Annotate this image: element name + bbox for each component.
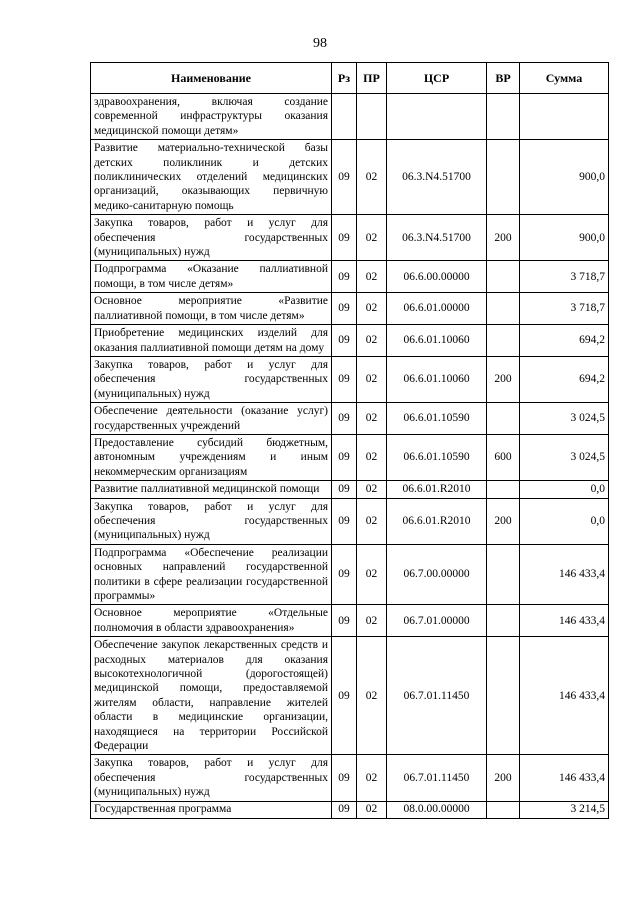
table-header-row bbox=[91, 63, 609, 94]
cell-csr bbox=[387, 94, 487, 140]
cell-pr: 02 bbox=[357, 801, 387, 818]
cell-vr: 200 bbox=[487, 755, 520, 801]
cell-csr: 06.7.00.00000 bbox=[387, 544, 487, 605]
table-row bbox=[91, 325, 609, 357]
cell-rz: 09 bbox=[332, 403, 357, 435]
cell-csr: 06.3.N4.51700 bbox=[387, 140, 487, 215]
cell-pr: 02 bbox=[357, 605, 387, 637]
cell-sum: 146 433,4 bbox=[520, 755, 609, 801]
cell-sum: 3 718,7 bbox=[520, 261, 609, 293]
page-number: 98 bbox=[313, 36, 327, 51]
header-name: Наименование bbox=[91, 63, 332, 94]
cell-sum: 3 214,5 bbox=[520, 801, 609, 818]
table-row bbox=[91, 215, 609, 261]
header-rz: Рз bbox=[332, 63, 357, 94]
cell-sum: 900,0 bbox=[520, 215, 609, 261]
table-row bbox=[91, 755, 609, 801]
cell-vr bbox=[487, 261, 520, 293]
header-sum: Сумма bbox=[520, 63, 609, 94]
cell-rz: 09 bbox=[332, 140, 357, 215]
cell-pr: 02 bbox=[357, 325, 387, 357]
cell-csr: 06.6.00.00000 bbox=[387, 261, 487, 293]
cell-sum: 3 024,5 bbox=[520, 434, 609, 480]
cell-csr: 06.6.01.10060 bbox=[387, 356, 487, 402]
table-row bbox=[91, 140, 609, 215]
cell-name: Закупка товаров, работ и услуг для обеспечения государственных (муниципальных) нужд bbox=[91, 498, 332, 544]
cell-vr bbox=[487, 605, 520, 637]
budget-table bbox=[90, 62, 609, 819]
cell-rz: 09 bbox=[332, 293, 357, 325]
cell-sum: 3 718,7 bbox=[520, 293, 609, 325]
cell-rz bbox=[332, 94, 357, 140]
cell-pr: 02 bbox=[357, 755, 387, 801]
cell-name: Предоставление субсидий бюджетным, автономным учреждениям и иным некоммерческим организациям bbox=[91, 434, 332, 480]
table-row bbox=[91, 403, 609, 435]
cell-sum: 694,2 bbox=[520, 325, 609, 357]
cell-rz: 09 bbox=[332, 637, 357, 755]
cell-rz: 09 bbox=[332, 434, 357, 480]
cell-rz: 09 bbox=[332, 481, 357, 498]
table-row bbox=[91, 356, 609, 402]
cell-vr bbox=[487, 637, 520, 755]
cell-name: Обеспечение деятельности (оказание услуг) государственных учреждений bbox=[91, 403, 332, 435]
table-row bbox=[91, 434, 609, 480]
cell-vr bbox=[487, 544, 520, 605]
cell-sum: 0,0 bbox=[520, 498, 609, 544]
cell-vr bbox=[487, 140, 520, 215]
cell-pr: 02 bbox=[357, 481, 387, 498]
cell-pr: 02 bbox=[357, 544, 387, 605]
cell-csr: 06.6.01.10060 bbox=[387, 325, 487, 357]
cell-sum: 146 433,4 bbox=[520, 544, 609, 605]
cell-vr bbox=[487, 94, 520, 140]
cell-vr bbox=[487, 325, 520, 357]
cell-name: Подпрограмма «Обеспечение реализации основных направлений государственной политики в сфере реализации государственной программы» bbox=[91, 544, 332, 605]
cell-csr: 06.6.01.R2010 bbox=[387, 481, 487, 498]
cell-rz: 09 bbox=[332, 261, 357, 293]
cell-csr: 08.0.00.00000 bbox=[387, 801, 487, 818]
cell-vr: 200 bbox=[487, 356, 520, 402]
table-row bbox=[91, 801, 609, 818]
cell-vr bbox=[487, 801, 520, 818]
table-row bbox=[91, 637, 609, 755]
cell-vr bbox=[487, 403, 520, 435]
cell-pr: 02 bbox=[357, 293, 387, 325]
cell-name: Закупка товаров, работ и услуг для обеспечения государственных (муниципальных) нужд bbox=[91, 356, 332, 402]
cell-csr: 06.6.01.10590 bbox=[387, 403, 487, 435]
table-row bbox=[91, 544, 609, 605]
cell-name: Обеспечение закупок лекарственных средств и расходных материалов для оказания высокотехнологичной (дорогостоящей) медицинской помощи, предоставляемой жителям области, направление жителей области в медицинские организации, находящиеся на территории Российской Федерации bbox=[91, 637, 332, 755]
cell-name: Закупка товаров, работ и услуг для обеспечения государственных (муниципальных) нужд bbox=[91, 755, 332, 801]
cell-pr: 02 bbox=[357, 261, 387, 293]
cell-name: Основное мероприятие «Отдельные полномочия в области здравоохранения» bbox=[91, 605, 332, 637]
table-row bbox=[91, 94, 609, 140]
cell-rz: 09 bbox=[332, 605, 357, 637]
cell-vr bbox=[487, 293, 520, 325]
cell-csr: 06.7.01.11450 bbox=[387, 637, 487, 755]
cell-name: Государственная программа bbox=[91, 801, 332, 818]
cell-name: Развитие паллиативной медицинской помощи bbox=[91, 481, 332, 498]
cell-rz: 09 bbox=[332, 498, 357, 544]
cell-csr: 06.6.01.10590 bbox=[387, 434, 487, 480]
cell-csr: 06.7.01.11450 bbox=[387, 755, 487, 801]
header-pr: ПР bbox=[357, 63, 387, 94]
cell-csr: 06.3.N4.51700 bbox=[387, 215, 487, 261]
cell-vr: 200 bbox=[487, 215, 520, 261]
cell-name: Подпрограмма «Оказание паллиативной помощи, в том числе детям» bbox=[91, 261, 332, 293]
cell-vr: 200 bbox=[487, 498, 520, 544]
cell-sum: 3 024,5 bbox=[520, 403, 609, 435]
table-row bbox=[91, 605, 609, 637]
cell-sum: 694,2 bbox=[520, 356, 609, 402]
cell-rz: 09 bbox=[332, 356, 357, 402]
table-row bbox=[91, 498, 609, 544]
cell-pr: 02 bbox=[357, 403, 387, 435]
cell-pr: 02 bbox=[357, 498, 387, 544]
cell-sum bbox=[520, 94, 609, 140]
cell-rz: 09 bbox=[332, 755, 357, 801]
cell-name: здравоохранения, включая создание современной инфраструктуры оказания медицинской помощи детям» bbox=[91, 94, 332, 140]
cell-name: Приобретение медицинских изделий для оказания паллиативной помощи детям на дому bbox=[91, 325, 332, 357]
cell-pr: 02 bbox=[357, 356, 387, 402]
cell-csr: 06.7.01.00000 bbox=[387, 605, 487, 637]
cell-csr: 06.6.01.R2010 bbox=[387, 498, 487, 544]
cell-sum: 146 433,4 bbox=[520, 637, 609, 755]
cell-sum: 900,0 bbox=[520, 140, 609, 215]
header-csr: ЦСР bbox=[387, 63, 487, 94]
cell-vr: 600 bbox=[487, 434, 520, 480]
cell-sum: 0,0 bbox=[520, 481, 609, 498]
cell-pr bbox=[357, 94, 387, 140]
table-row bbox=[91, 481, 609, 498]
cell-name: Развитие материально-технической базы детских поликлиник и детских поликлинических отделений медицинских организаций, оказывающих первичную медико-санитарную помощь bbox=[91, 140, 332, 215]
table-row bbox=[91, 293, 609, 325]
header-vr: ВР bbox=[487, 63, 520, 94]
table-row bbox=[91, 261, 609, 293]
cell-vr bbox=[487, 481, 520, 498]
cell-rz: 09 bbox=[332, 215, 357, 261]
cell-name: Закупка товаров, работ и услуг для обеспечения государственных (муниципальных) нужд bbox=[91, 215, 332, 261]
cell-pr: 02 bbox=[357, 434, 387, 480]
cell-rz: 09 bbox=[332, 544, 357, 605]
cell-rz: 09 bbox=[332, 325, 357, 357]
cell-pr: 02 bbox=[357, 215, 387, 261]
cell-rz: 09 bbox=[332, 801, 357, 818]
cell-sum: 146 433,4 bbox=[520, 605, 609, 637]
cell-pr: 02 bbox=[357, 140, 387, 215]
cell-csr: 06.6.01.00000 bbox=[387, 293, 487, 325]
cell-name: Основное мероприятие «Развитие паллиативной помощи, в том числе детям» bbox=[91, 293, 332, 325]
cell-pr: 02 bbox=[357, 637, 387, 755]
